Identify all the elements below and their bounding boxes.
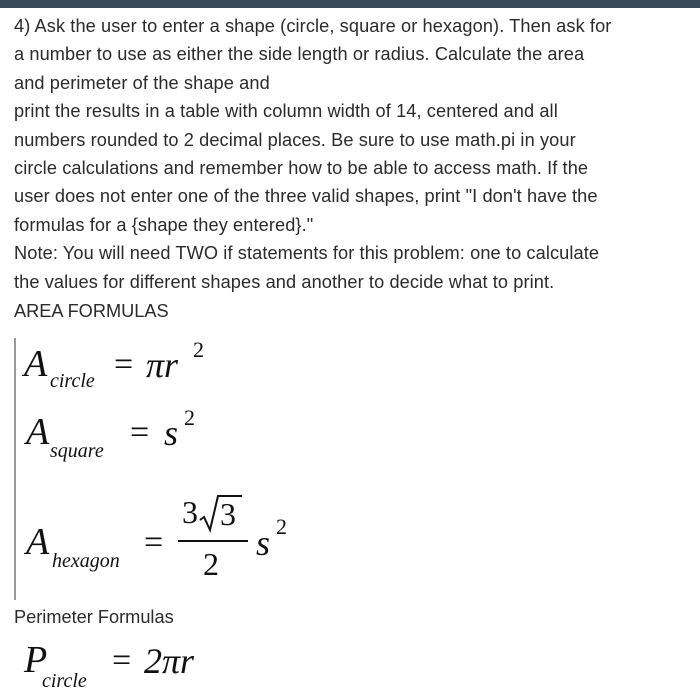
square-subscript: square	[50, 440, 104, 462]
equals-sign: =	[130, 414, 150, 451]
equals-sign: =	[112, 642, 132, 679]
problem-line: numbers rounded to 2 decimal places. Be sure to use math.pi in your	[14, 129, 576, 150]
problem-line: user does not enter one of the three valid shapes, print "I don't have the	[14, 186, 598, 207]
problem-line: the values for different shapes and another to decide what to print.	[14, 271, 555, 292]
problem-line: print the results in a table with column width of 14, centered and all	[14, 101, 558, 122]
exponent-two: 2	[184, 405, 195, 430]
exponent-two: 2	[193, 337, 204, 362]
circle-subscript: circle	[42, 670, 87, 692]
exponent-two: 2	[276, 514, 287, 539]
pi-r-term: πr	[146, 345, 179, 385]
area-formulas-heading: AREA FORMULAS	[14, 301, 169, 321]
square-root-symbol	[198, 494, 222, 534]
equals-sign: =	[114, 346, 134, 383]
s-term: s	[164, 413, 179, 453]
area-symbol: A	[26, 521, 50, 563]
circle-subscript: circle	[50, 370, 95, 392]
perimeter-formulas-heading: Perimeter Formulas	[14, 607, 174, 627]
problem-line: and perimeter of the shape and	[14, 72, 270, 93]
hexagon-subscript: hexagon	[52, 550, 120, 572]
area-symbol: A	[26, 411, 50, 453]
numerator-coefficient: 3	[182, 494, 198, 530]
problem-line: circle calculations and remember how to be able to access math. If the	[14, 158, 589, 179]
problem-line: 4) Ask the user to enter a shape (circle, square or hexagon). Then ask for	[14, 16, 612, 36]
problem-line: a number to use as either the side length or radius. Calculate the area	[14, 44, 585, 65]
equals-sign: =	[144, 524, 164, 561]
denominator: 2	[203, 546, 219, 582]
area-symbol: A	[24, 343, 48, 385]
perimeter-symbol: P	[24, 639, 48, 681]
problem-line: Note: You will need TWO if statements for this problem: one to calculate	[14, 243, 600, 264]
radicand: 3	[220, 496, 236, 532]
problem-line: formulas for a {shape they entered}."	[14, 214, 314, 235]
fraction-bar	[178, 540, 248, 542]
s-term: s	[256, 523, 271, 563]
two-pi-r-term: 2πr	[144, 641, 195, 681]
